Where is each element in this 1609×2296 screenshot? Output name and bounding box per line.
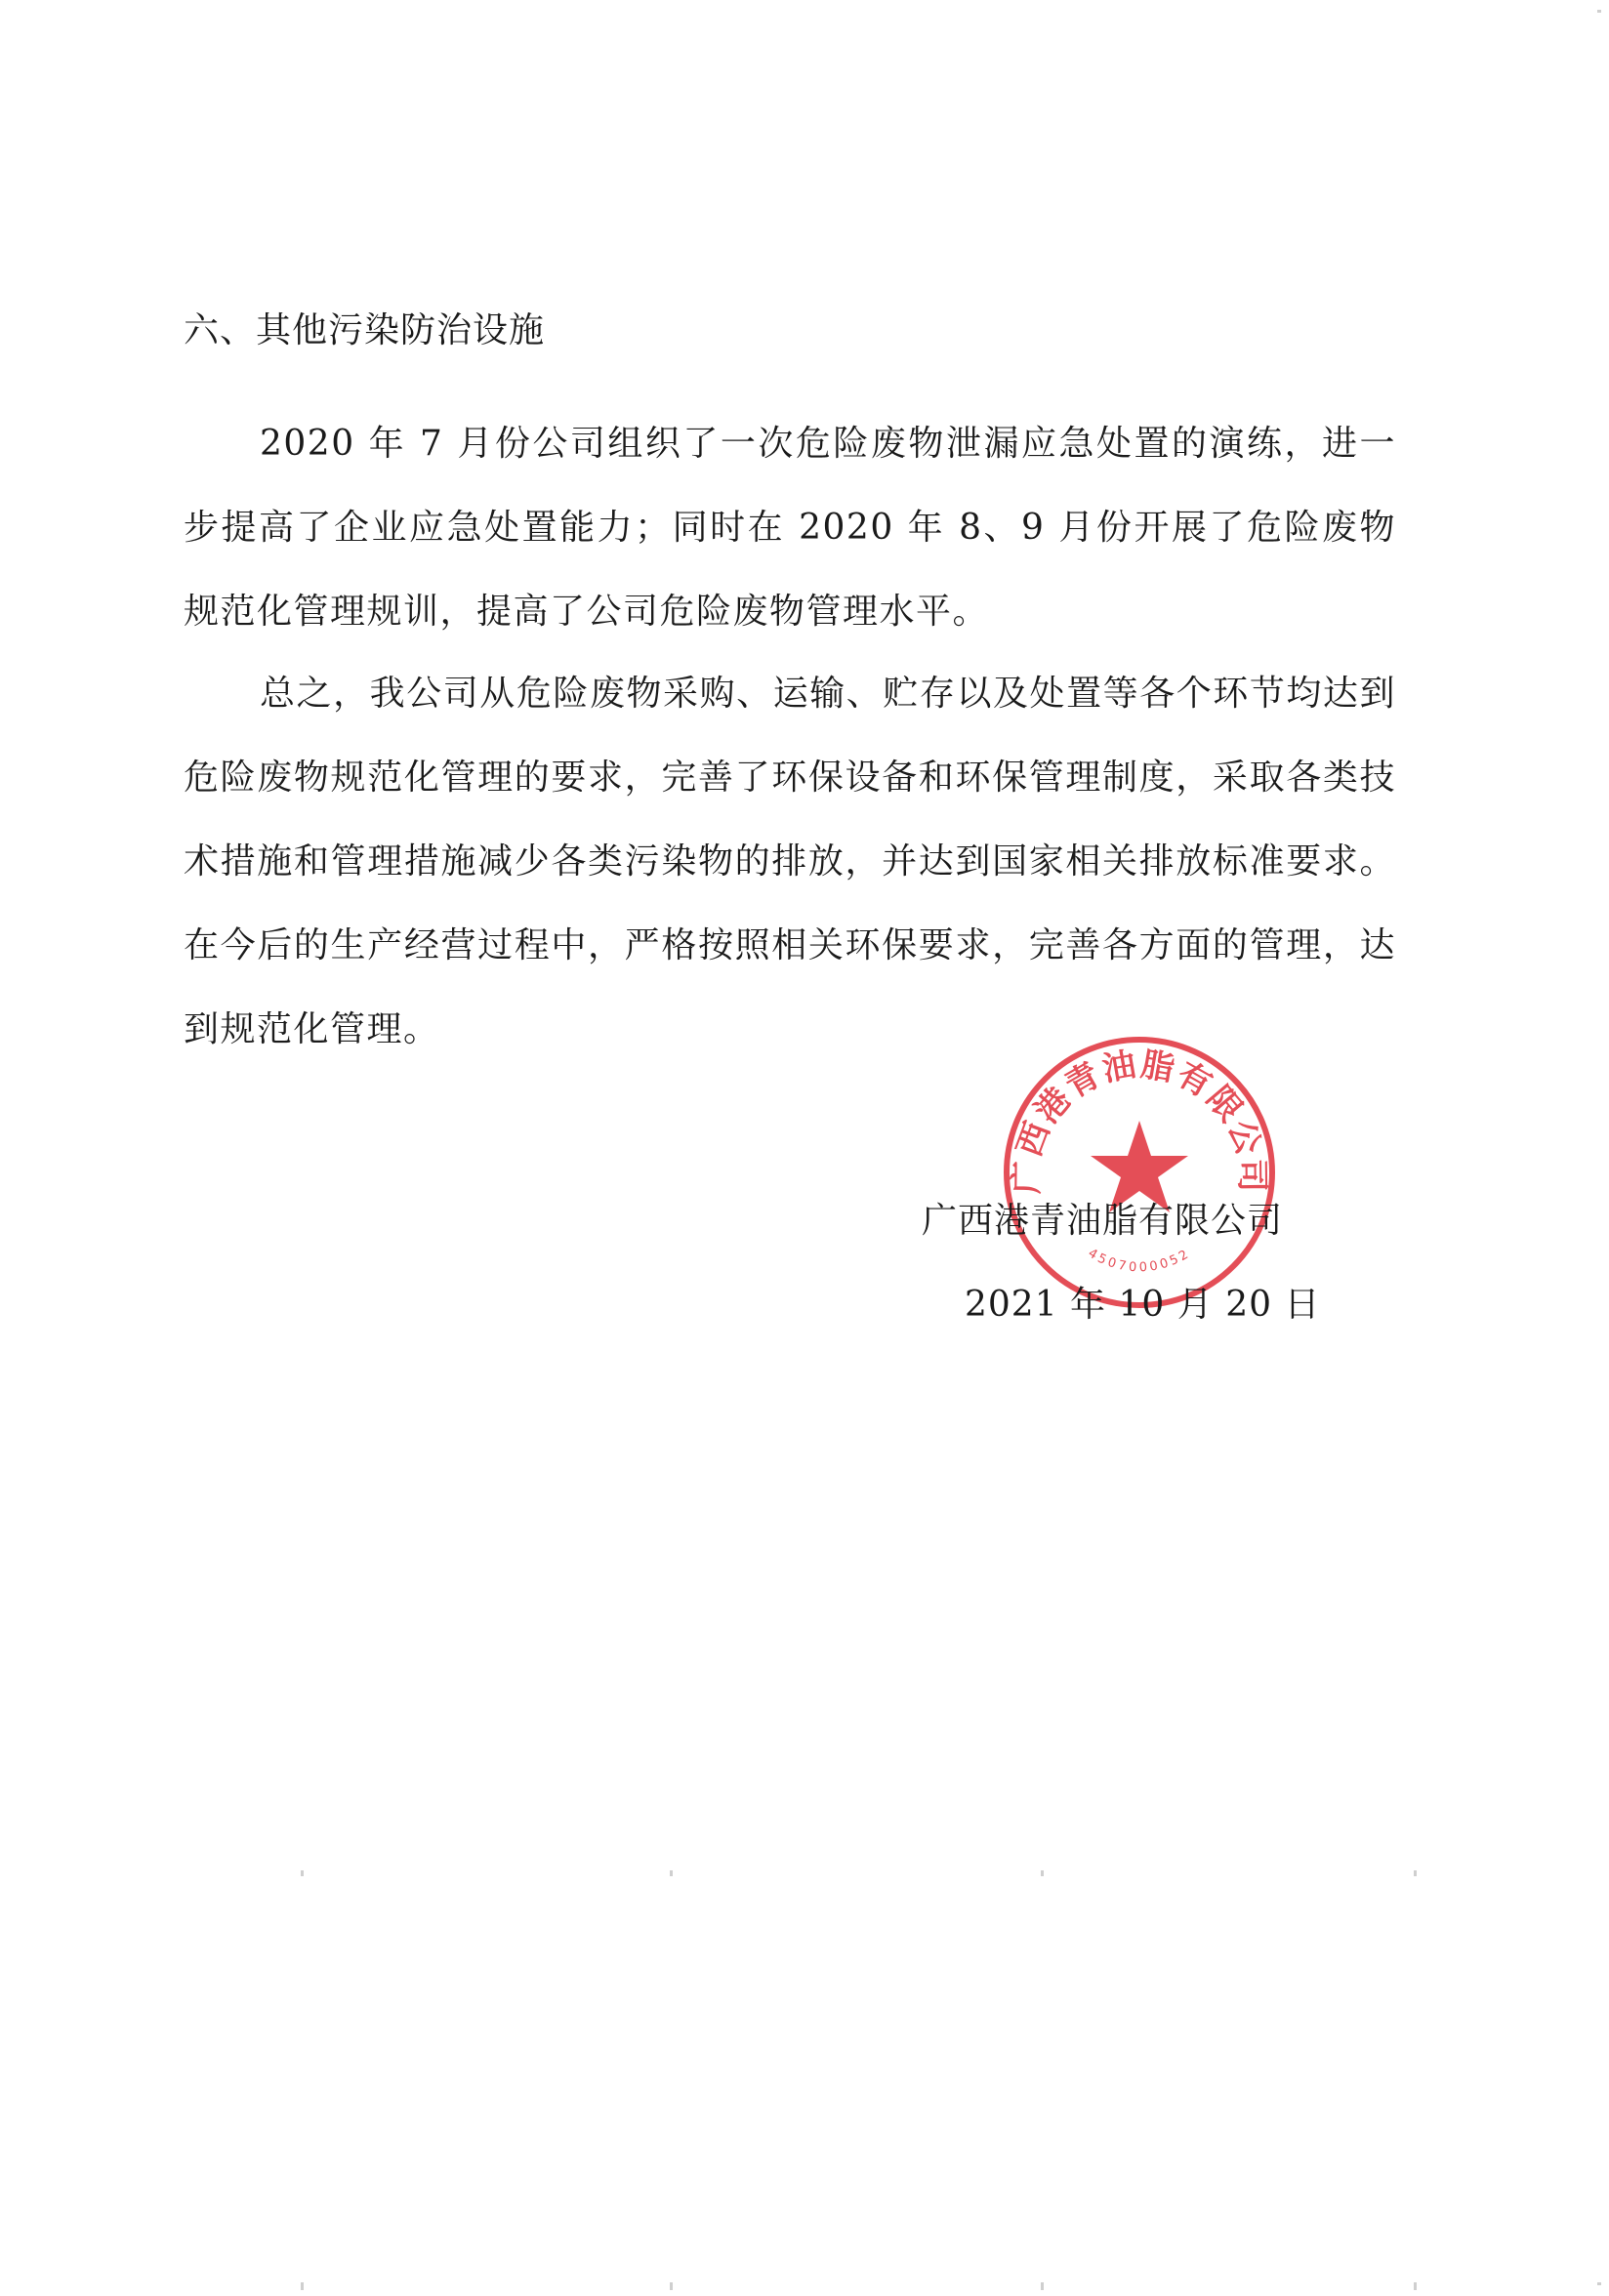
seal-number-text: 4507000052: [1085, 1246, 1194, 1276]
signature-company: 广西港青油脂有限公司: [922, 1201, 1284, 1241]
section-heading: 六、其他污染防治设施: [184, 310, 546, 350]
paragraph-drill: 2020 年 7 月份公司组织了一次危险废物泄漏应急处置的演练，进一步提高了企业应急处置能力；同时在 2020 年 8、9 月份开展了危险废物规范化管理规训，提高了公司危险废物管理水平。: [184, 424, 1396, 632]
paragraph-summary: 总之，我公司从危险废物采购、运输、贮存以及处置等各个环节均达到危险废物规范化管理的要求，完善了环保设备和环保管理制度，采取各类技术措施和管理措施减少各类污染物的排放，并达到国家相关排放标准要求。在今后的生产经营过程中，严格按照相关环保要求，完善各方面的管理，达到规范化管理。: [184, 674, 1396, 1049]
seal-name-text: 广西港青油脂有限公司: [1007, 1045, 1272, 1195]
signature-date: 2021 年 10 月 20 日: [965, 1285, 1321, 1325]
